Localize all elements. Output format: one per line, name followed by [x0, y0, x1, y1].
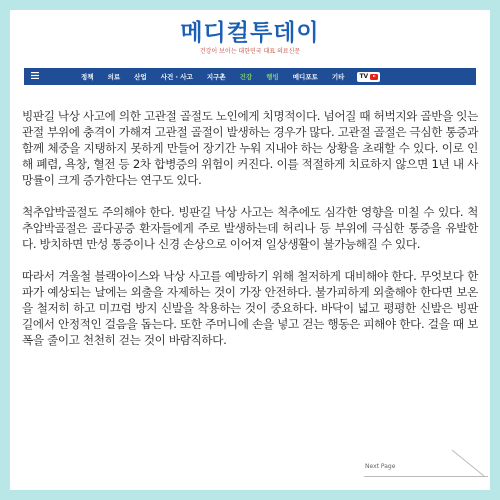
menu-icon[interactable]: [24, 72, 46, 81]
nav-item-industry[interactable]: 산업: [134, 73, 147, 81]
article-paragraph: 척추압박골절도 주의해야 한다. 빙판길 낙상 사고는 척추에도 심각한 영향을 미칠 수 있다. 척추압박골절은 골다공증 환자들에게 주로 발생하는데 허리나 등 부위에 극심한 통증을 유발한다. 방치하면 만성 통증이나 신경 손상으로 이어져 일상생활이 불가능해질 수 있다.: [22, 205, 478, 251]
nav-item-incidents[interactable]: 사건 · 사고: [160, 73, 193, 81]
article-paragraph: 따라서 겨울철 블랙아이스와 낙상 사고를 예방하기 위해 철저하게 대비해야 한다. 무엇보다 한파가 예상되는 날에는 외출을 자제하는 것이 가장 안전하다. 불가피하게 외출해야 한다면 보온을 철저히 하고 미끄럼 방지 신발을 착용하는 것이 중요하다. 바닥이 넓고 평평한 신발은 빙판길에서 안정적인 걸음을 돕는다. 또한 주머니에 손을 넣고 걷는 행동은 피해야 한다. 걸을 때 보폭을 줄이고 천천히 걷는 것이 바람직하다.: [22, 269, 478, 347]
nav-item-global[interactable]: 지구촌: [206, 73, 226, 81]
tv-label: TV: [359, 73, 369, 80]
next-page-link[interactable]: Next Page: [365, 463, 396, 470]
next-arrow-icon[interactable]: [450, 448, 488, 478]
logo-title[interactable]: 메디컬투데이: [180, 20, 320, 46]
main-navbar: [24, 68, 476, 85]
nav-item-mediphoto[interactable]: 메디포토: [292, 73, 318, 81]
nav-item-policy[interactable]: 정책: [81, 73, 94, 81]
article-paragraph: 빙판길 낙상 사고에 의한 고관절 골절도 노인에게 치명적이다. 넘어질 때 허벅지와 골반을 잇는 관절 부위에 충격이 가해져 고관절 골절이 발생하는 경우가 많다. 고관절 골절은 극심한 통증과 함께 체중을 지탱하지 못하게 만들어 장기간 누워 지내야 하는 상황을 초래할 수 있다. 이로 인해 폐렴, 욕창, 혈전 등 2차 합병증의 위험이 커진다. 이를 적절하게 치료하지 않으면 1년 내 사망률이 크게 증가한다는 연구도 있다.: [22, 109, 478, 187]
tv-button[interactable]: [357, 72, 380, 82]
article-body: [22, 108, 478, 364]
logo-subtitle: 건강이 보이는 대한민국 대표 의료신문: [199, 48, 301, 55]
content-card: [10, 10, 490, 490]
nav-item-medical[interactable]: 의료: [107, 73, 121, 81]
nav-item-event[interactable]: 행빙: [266, 73, 279, 81]
nav-item-etc[interactable]: 기타: [331, 73, 345, 81]
youtube-icon: [370, 74, 378, 80]
nav-item-health[interactable]: 건강: [239, 73, 253, 81]
site-logo[interactable]: [10, 20, 490, 56]
